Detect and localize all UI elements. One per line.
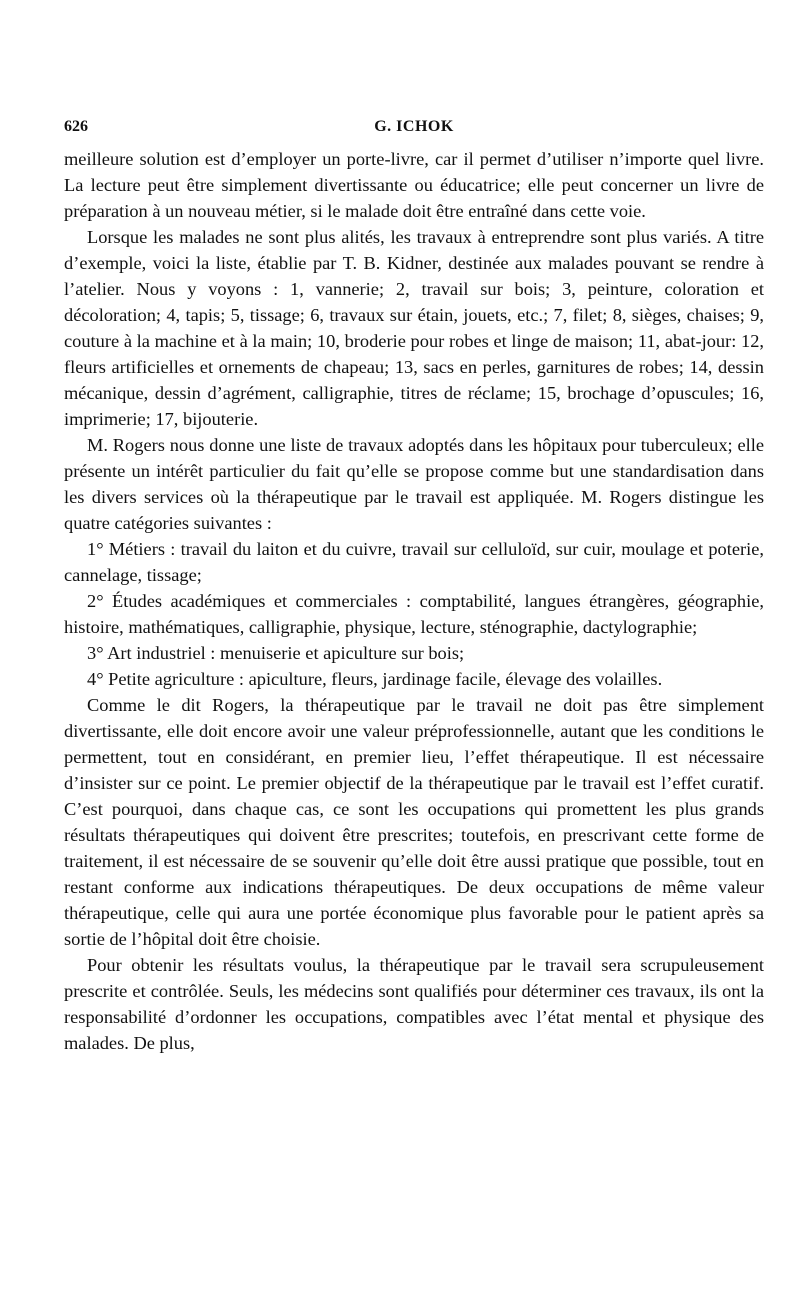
paragraph-rogers-therapy: Comme le dit Rogers, la thérapeutique par le travail ne doit pas être simplement divertissante, elle doit encore avoir une valeur préprofessionnelle, autant que les conditions le permettent, tout en considérant, en premier lieu, l’effet thérapeutique. Il est nécessaire d’insister sur ce point. Le premier objectif de la thérapeutique par le travail est l’effet curatif. C’est pourquoi, dans chaque cas, ce sont les occupations qui promettent les plus grands résultats thérapeutiques qui doivent être prescrites; toutefois, en prescrivant cette forme de traitement, il est nécessaire de se souvenir qu’elle doit être aussi pratique que possible, tout en restant conforme aux indications thérapeutiques. De deux occupations de même valeur thérapeutique, celle qui aura une portée économique plus favorable pour le patient après sa sortie de l’hôpital doit être choisie.: [64, 695, 764, 949]
running-title: G. ICHOK: [374, 118, 454, 135]
category-item: 3° Art industriel : menuiserie et apiculture sur bois;: [87, 643, 465, 663]
book-page: [64, 114, 764, 1056]
running-head: [64, 114, 764, 140]
category-item: 2° Études académiques et commerciales : comptabilité, langues étrangères, géographie, histoire, mathématiques, calligraphie, physique, lecture, sténographie, dactylographie;: [64, 591, 764, 637]
category-item: 1° Métiers : travail du laiton et du cuivre, travail sur celluloïd, sur cuir, moulage et poterie, cannelage, tissage;: [64, 539, 764, 585]
page-number: 626: [64, 118, 88, 135]
paragraph-kidner-list: Lorsque les malades ne sont plus alités, les travaux à entreprendre sont plus variés. A titre d’exemple, voici la liste, établie par T. B. Kidner, destinée aux malades pouvant se rendre à l’atelier. Nous y voyons : 1, vannerie; 2, travail sur bois; 3, peinture, coloration et décoloration; 4, tapis; 5, tissage; 6, travaux sur étain, jouets, etc.; 7, filet; 8, sièges, chaises; 9, couture à la machine et à la main; 10, broderie pour robes et linge de maison; 11, abat-jour: 12, fleurs artificielles et ornements de chapeau; 13, sacs en perles, garnitures de robes; 14, dessin mécanique, dessin d’agrément, calligraphie, titres de réclame; 15, brochage d’opuscules; 16, imprimerie; 17, bijouterie.: [64, 227, 764, 429]
paragraph-rogers-list: M. Rogers nous donne une liste de travaux adoptés dans les hôpitaux pour tuberculeux; elle présente un intérêt particulier du fait qu’elle se propose comme but une standardisation dans les divers services où la thérapeutique par le travail est appliquée. M. Rogers distingue les quatre catégories suivantes :: [64, 435, 764, 533]
paragraph-prescription: Pour obtenir les résultats voulus, la thérapeutique par le travail sera scrupuleusement prescrite et contrôlée. Seuls, les médecins sont qualifiés pour déterminer ces travaux, ils ont la responsabilité d’ordonner les occupations, compatibles avec l’état mental et physique des malades. De plus,: [64, 955, 764, 1053]
paragraph-continued: meilleure solution est d’employer un porte-livre, car il permet d’utiliser n’importe quel livre. La lecture peut être simplement divertissante ou éducatrice; elle peut concerner un livre de préparation à un nouveau métier, si le malade doit être entraîné dans cette voie.: [64, 149, 764, 221]
category-item: 4° Petite agriculture : apiculture, fleurs, jardinage facile, élevage des volailles.: [87, 669, 663, 689]
